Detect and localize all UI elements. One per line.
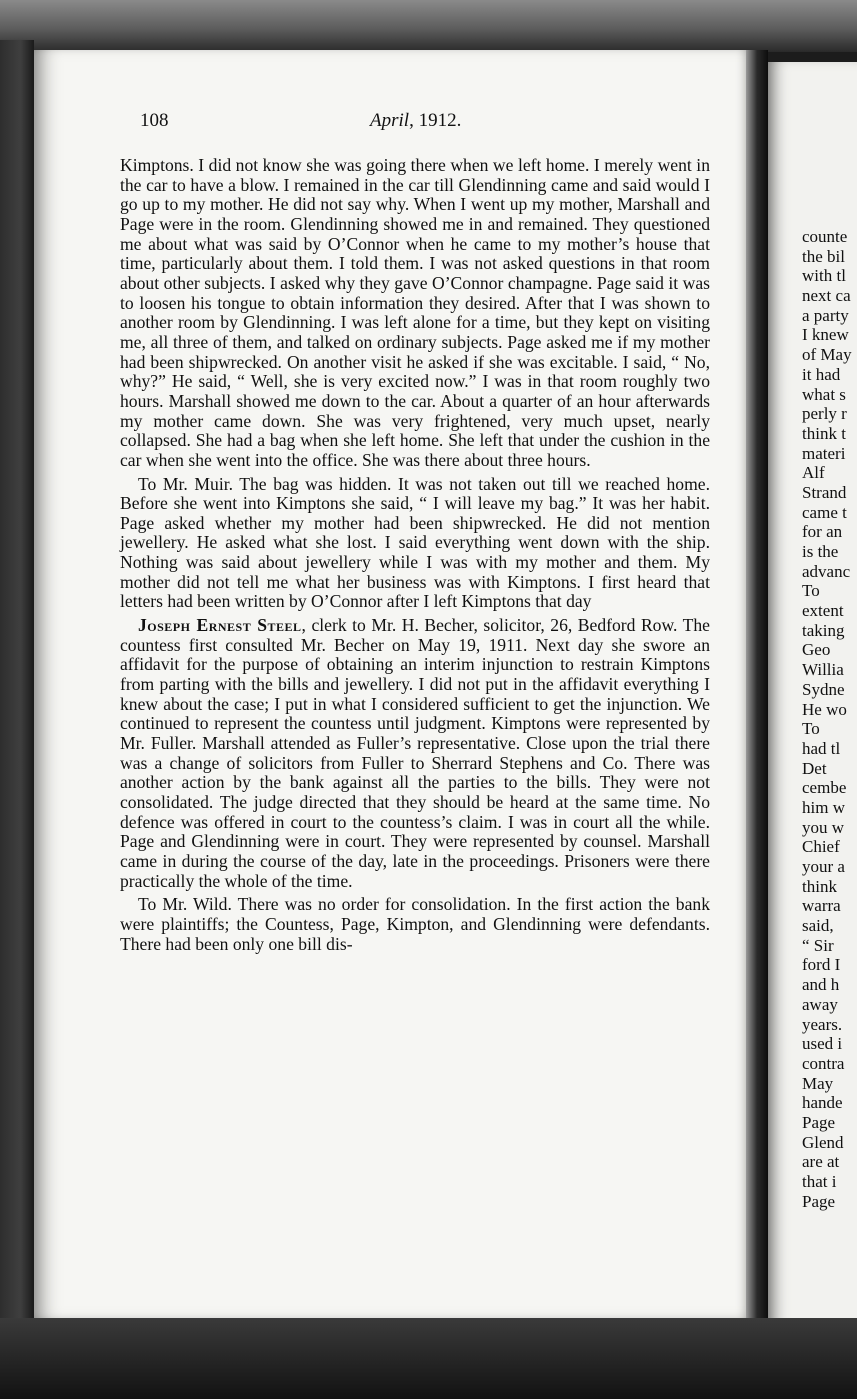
right-page-line: him w [802, 797, 845, 817]
right-page-line: a party [802, 305, 849, 325]
right-page-line: away [802, 994, 838, 1014]
page-number: 108 [140, 110, 169, 131]
right-page-line: He wo [802, 699, 847, 719]
right-page-line: ford I [802, 955, 841, 975]
right-page-line: Page [802, 1191, 836, 1211]
running-head-month: April [370, 110, 410, 131]
right-page-line: had tl [802, 738, 841, 758]
right-page-text [802, 227, 857, 1211]
right-page-line: used i [802, 1034, 843, 1054]
right-page-line: it had [802, 364, 841, 384]
right-page-line: are at [802, 1152, 840, 1172]
paragraph-kimptons: Kimptons. I did not know she was going there when we left home. I merely went in the car to have a blow. I remained in the car till Glendinning came and said would I go up to my mother. He did not say why. When I went up my mother, Marshall and Page were in the room. Glendinning showed me in and remained. They questioned me about what was said by O’Connor when he came to my mother’s house that time, particularly about them. I told them. I was not asked questions in that room about other subjects. I asked why they gave O’Connor champagne. Page said it was to loosen his tongue to obtain information they desired. After that I was shown to another room by Glendinning. I was left alone for a time, but they kept on visiting me, all three of them, and talked on ordinary subjects. Page asked me if my mother had been shipwrecked. On another visit he asked if she was excitable. I said, “ No, why?” He said, “ Well, she is very excited now.” I was in that room roughly two hours. Marshall showed me down to the car. About a quarter of an hour afterwards my mother came down. She was very frightened, very much upset, nearly collapsed. She had a bag when she left home. She left that under the cushion in the car when she went into the office. She was there about three hours. [120, 155, 710, 470]
right-page-line: Glend [802, 1132, 844, 1152]
right-page-line: with tl [802, 266, 846, 286]
right-page-line: next ca [802, 286, 851, 306]
right-page-line: you w [802, 817, 845, 837]
paragraph-to-mr-wild: To Mr. Wild. There was no order for consolidation. In the first action the bank were plaintiffs; the Countess, Page, Kimpton, and Glendinning were defendants. There had been only one bill dis- [120, 894, 710, 954]
right-page-line: said, [802, 916, 834, 936]
right-page-line: think [802, 876, 837, 896]
right-page-line: To [802, 581, 820, 601]
right-page-line: May [802, 1073, 834, 1093]
right-page-line: Det [802, 758, 827, 778]
right-page-line: what s [802, 384, 846, 404]
page-header [140, 110, 700, 140]
right-page-line: your a [802, 857, 845, 876]
book-gutter [746, 50, 768, 1340]
right-page-line: To [802, 719, 820, 739]
right-page-line: materi [802, 443, 846, 463]
running-head-year: , 1912. [409, 110, 462, 131]
right-page-line: I knew [802, 325, 849, 345]
witness-testimony: , clerk to Mr. H. Becher, solicitor, 26, Bedford Row. The countess first consulted Mr. Becher on May 19, 1911. Next day she swore an affidavit for the purpose of obtaining an interim injunction to restrain Kimptons from parting with the bills and jewellery. I did not put in the affidavit everything I knew about the case; I put in what I considered sufficient to get the injunction. We continued to represent the countess until judgment. Kimptons were represented by Mr. Fuller. Marshall attended as Fuller’s representative. Close upon the trial there was a change of solicitors from Fuller to Sherrard Stephens and Co. There was another action by the bank against all the parties to the bills. They were not consolidated. The judge directed that they should be heard at the same time. No defence was offered in court to the countess’s claim. I was in court all the while. Page and Glendinning were in court. They were represented by counsel. Marshall came in during the course of the day, late in the proceedings. Prisoners were there practically the whole of the time. [120, 615, 710, 891]
scan-bottom-border [0, 1318, 857, 1399]
right-page-line: for an [802, 522, 843, 542]
right-page-line: perly r [802, 404, 847, 424]
right-page-line: extent [802, 601, 844, 621]
paragraph-to-mr-muir: To Mr. Muir. The bag was hidden. It was not taken out till we reached home. Before she went into Kimptons she said, “ I will leave my bag.” It was her habit. Page asked whether my mother had been shipwrecked. He did not mention jewellery. He asked what she lost. I said everything went down with the ship. Nothing was said about jewellery while I was with my mother and them. My mother did not tell me what her business was with Kimptons. I first heard that letters had been written by O’Connor after I left Kimptons that day [120, 473, 710, 612]
right-page-line: taking [802, 620, 845, 640]
right-page-line: think t [802, 423, 846, 443]
right-page-line: Page [802, 1112, 836, 1132]
right-page-line: “ Sir [802, 935, 834, 955]
right-page-line: Strand [802, 482, 847, 502]
right-page-line: that i [802, 1172, 837, 1191]
right-page-line: advanc [802, 561, 851, 581]
right-page-line: Geo [802, 640, 831, 660]
right-page-line: came t [802, 502, 847, 522]
running-head [370, 110, 461, 132]
right-page-line: Sydne [802, 679, 845, 699]
right-page-line: counte [802, 227, 848, 246]
right-page-line: cembe [802, 778, 847, 798]
right-page-fragment [768, 62, 857, 1352]
right-page-line: years. [802, 1014, 843, 1034]
right-page-line: and h [802, 975, 840, 995]
right-page-line: the bil [802, 246, 845, 266]
right-page-line: is the [802, 542, 839, 561]
right-page-line: of May [802, 345, 852, 365]
right-page-line: Chief [802, 837, 840, 857]
right-page-line: Alf [802, 463, 825, 483]
paragraph-steel-testimony [120, 616, 710, 891]
scan-left-edge [0, 40, 34, 1399]
page-body [120, 156, 710, 958]
scan-top-border [0, 0, 857, 52]
right-page-line: warra [802, 896, 841, 916]
witness-name: Joseph Ernest Steel [138, 615, 302, 636]
right-page-line: Willia [802, 660, 844, 680]
right-page-line: contra [802, 1053, 845, 1073]
right-page-line: hande [802, 1093, 843, 1113]
